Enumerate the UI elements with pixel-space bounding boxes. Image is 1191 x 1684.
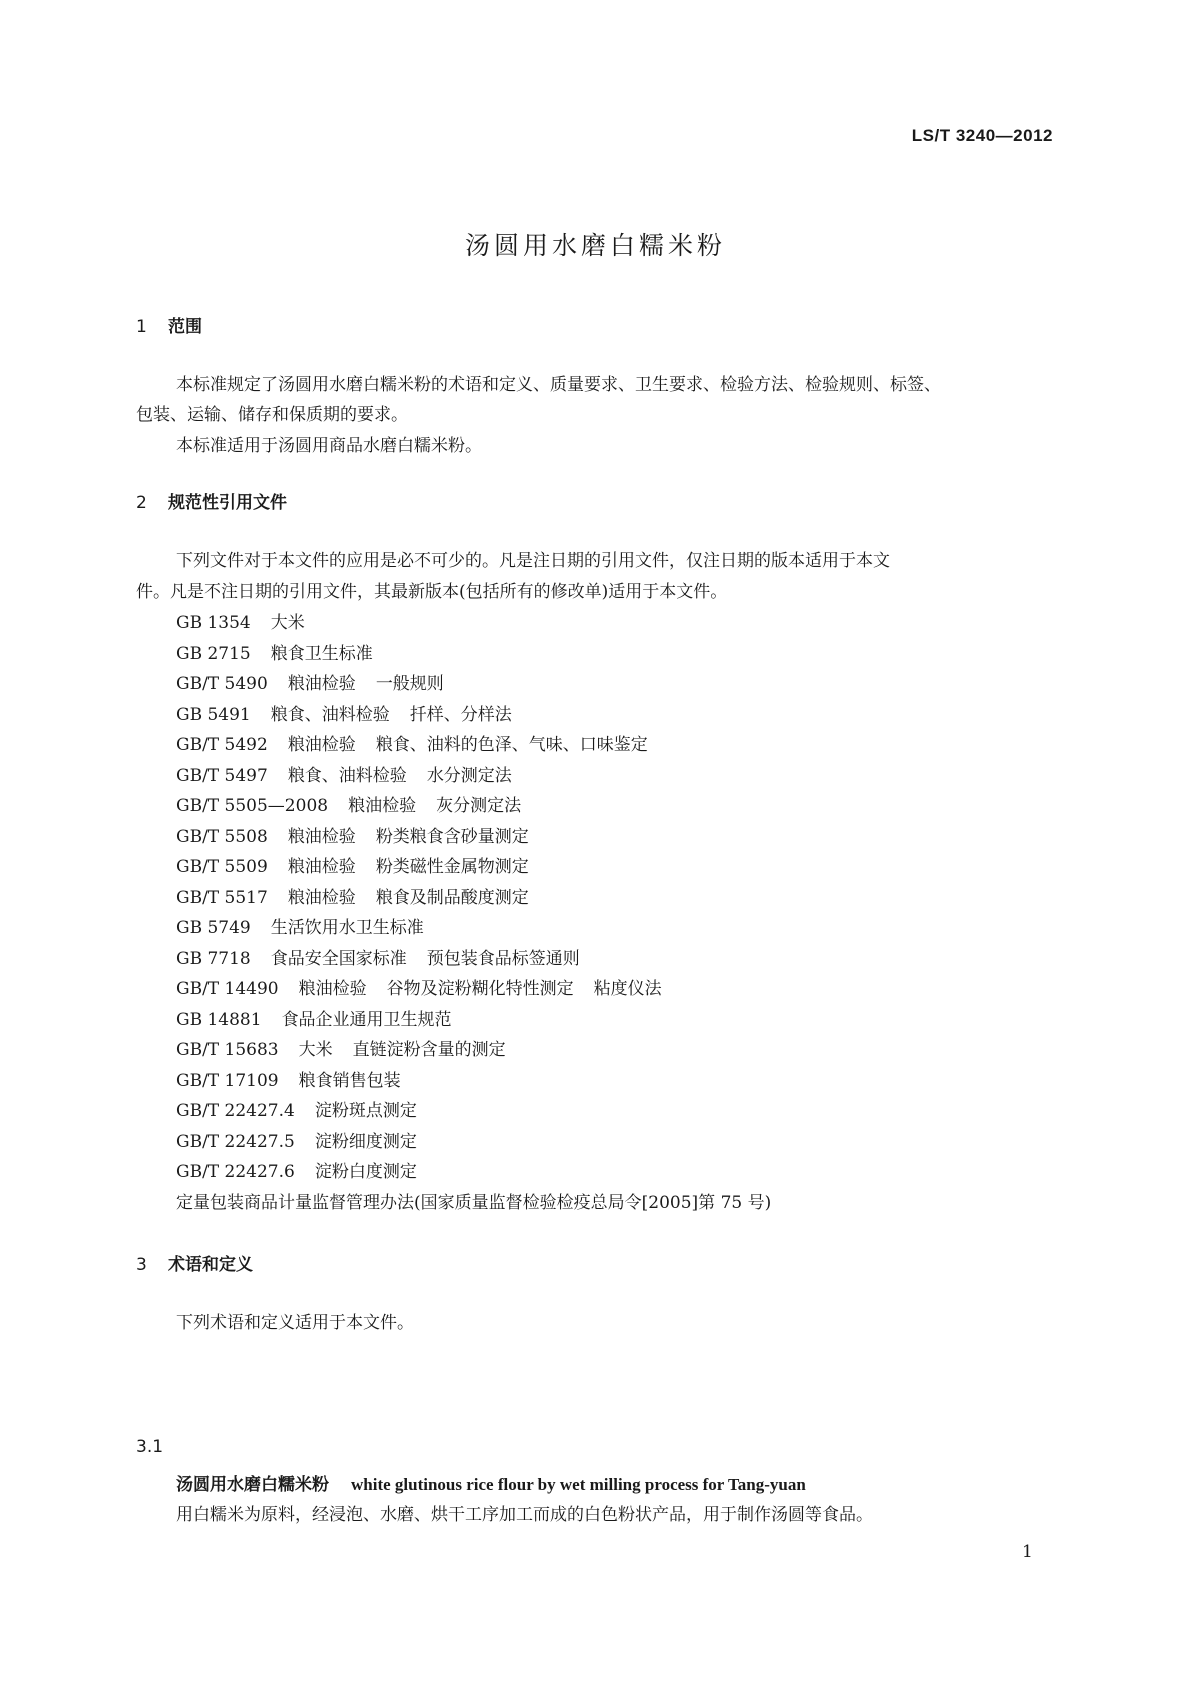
reference-code: GB 14881 <box>176 1009 262 1030</box>
section-title: 规范性引用文件 <box>168 493 287 513</box>
reference-code: GB/T 15683 <box>176 1040 279 1060</box>
section-heading-refs <box>136 488 287 513</box>
reference-title-part: 粮油检验 <box>348 796 417 816</box>
reference-item-regulation: 定量包装商品计量监督管理办法(国家质量监督检验检疫总局令[2005]第 75 号) <box>176 1193 772 1213</box>
reference-title-part: 粮油检验 <box>287 674 356 694</box>
reference-title-part: 粮油检验 <box>287 735 356 755</box>
reference-code: GB/T 5505—2008 <box>176 796 329 816</box>
reference-item <box>176 1035 526 1060</box>
reference-title-part: 食品企业通用卫生规范 <box>281 1009 452 1030</box>
reference-title-part: 淀粉白度测定 <box>314 1162 417 1182</box>
page-title: 汤圆用水磨白糯米粉 <box>464 231 726 260</box>
term-english: white glutinous rice flour by wet milling process for Tang-yuan <box>351 1475 806 1494</box>
reference-item <box>176 700 532 725</box>
section-number: 2 <box>136 493 147 513</box>
scope-para1-line1: 本标准规定了汤圆用水磨白糯米粉的术语和定义、质量要求、卫生要求、检验方法、检验规则、标签、 <box>176 375 941 395</box>
reference-code: GB 2715 <box>176 643 251 664</box>
reference-code: GB/T 5508 <box>176 826 268 847</box>
refs-intro-line2: 件。凡是不注日期的引用文件，其最新版本(包括所有的修改单)适用于本文件。 <box>136 582 728 602</box>
term-entry <box>176 1470 806 1495</box>
reference-code: GB 1354 <box>176 613 251 633</box>
reference-title-part: 粮食销售包装 <box>298 1070 401 1091</box>
reference-code: GB/T 5517 <box>176 887 268 908</box>
reference-item <box>176 639 393 664</box>
scope-para2: 本标准适用于汤圆用商品水磨白糯米粉。 <box>176 436 482 456</box>
section-number: 1 <box>136 317 147 337</box>
reference-code: GB/T 5497 <box>176 765 268 786</box>
reference-title-part: 水分测定法 <box>426 765 512 786</box>
reference-item <box>176 852 549 877</box>
reference-title-part: 灰分测定法 <box>436 796 522 816</box>
reference-item <box>176 1066 421 1091</box>
reference-title-part: 食品安全国家标准 <box>270 948 407 969</box>
terms-intro: 下列术语和定义适用于本文件。 <box>176 1313 414 1333</box>
reference-title-part: 一般规则 <box>375 674 444 694</box>
term-definition: 用白糯米为原料，经浸泡、水磨、烘干工序加工而成的白色粉状产品，用于制作汤圆等食品。 <box>176 1505 873 1525</box>
reference-title-part: 扦样、分样法 <box>409 704 512 725</box>
reference-title-part: 粮食、油料检验 <box>287 765 407 786</box>
reference-item <box>176 974 682 999</box>
reference-code: GB/T 17109 <box>176 1070 279 1091</box>
reference-title-part: 直链淀粉含量的测定 <box>352 1040 506 1060</box>
section-title: 范围 <box>168 317 202 337</box>
section-number: 3 <box>136 1255 147 1275</box>
refs-intro-line1: 下列文件对于本文件的应用是必不可少的。凡是注日期的引用文件，仅注日期的版本适用于本文 <box>176 551 890 571</box>
reference-code: GB/T 22427.6 <box>176 1162 295 1182</box>
reference-code: GB 7718 <box>176 948 251 969</box>
standard-code: LS/T 3240—2012 <box>911 126 1053 145</box>
reference-code: GB/T 22427.4 <box>176 1101 295 1121</box>
reference-code: GB 5749 <box>176 918 251 938</box>
reference-title-part: 预包装食品标签通则 <box>426 948 580 969</box>
reference-title-part: 谷物及淀粉糊化特性测定 <box>386 979 574 999</box>
reference-title-part: 粘度仪法 <box>593 979 662 999</box>
reference-title-part: 淀粉斑点测定 <box>314 1101 417 1121</box>
reference-item <box>176 1157 437 1182</box>
reference-title-part: 粮油检验 <box>287 857 356 877</box>
page-number: 1 <box>1022 1542 1033 1562</box>
section-heading-scope <box>136 312 202 337</box>
reference-item <box>176 791 541 816</box>
reference-item <box>176 1127 437 1152</box>
reference-item <box>176 944 600 969</box>
reference-title-part: 粮食卫生标准 <box>270 643 373 664</box>
reference-title-part: 大米 <box>270 613 305 633</box>
reference-item <box>176 669 464 694</box>
reference-code: GB/T 14490 <box>176 979 279 999</box>
reference-item <box>176 730 668 755</box>
reference-title-part: 粉类磁性金属物测定 <box>375 857 529 877</box>
reference-title-part: 粮油检验 <box>287 826 356 847</box>
reference-code: GB/T 5509 <box>176 857 268 877</box>
reference-title-part: 粮食及制品酸度测定 <box>375 887 529 908</box>
reference-code: GB/T 5490 <box>176 674 268 694</box>
reference-title-part: 粮食、油料的色泽、气味、口味鉴定 <box>375 735 648 755</box>
reference-title-part: 粉类粮食含砂量测定 <box>375 826 529 847</box>
scope-para1-line2: 包装、运输、储存和保质期的要求。 <box>136 405 408 425</box>
reference-item <box>176 1096 437 1121</box>
reference-item <box>176 1005 472 1030</box>
section-title: 术语和定义 <box>168 1255 253 1275</box>
reference-title-part: 粮油检验 <box>298 979 367 999</box>
reference-title-part: 淀粉细度测定 <box>314 1131 417 1152</box>
reference-code: GB/T 5492 <box>176 735 268 755</box>
reference-title-part: 生活饮用水卫生标准 <box>270 918 424 938</box>
reference-title-part: 粮食、油料检验 <box>270 704 390 725</box>
reference-title-part: 大米 <box>298 1040 333 1060</box>
reference-item <box>176 822 549 847</box>
reference-item <box>176 761 532 786</box>
reference-code: GB/T 22427.5 <box>176 1131 295 1152</box>
term-chinese: 汤圆用水磨白糯米粉 <box>176 1475 329 1495</box>
section-heading-terms <box>136 1250 253 1275</box>
reference-item <box>176 883 549 908</box>
reference-item <box>176 608 325 633</box>
reference-code: GB 5491 <box>176 704 251 725</box>
reference-item <box>176 913 444 938</box>
reference-title-part: 粮油检验 <box>287 887 356 908</box>
term-number: 3.1 <box>136 1437 164 1457</box>
